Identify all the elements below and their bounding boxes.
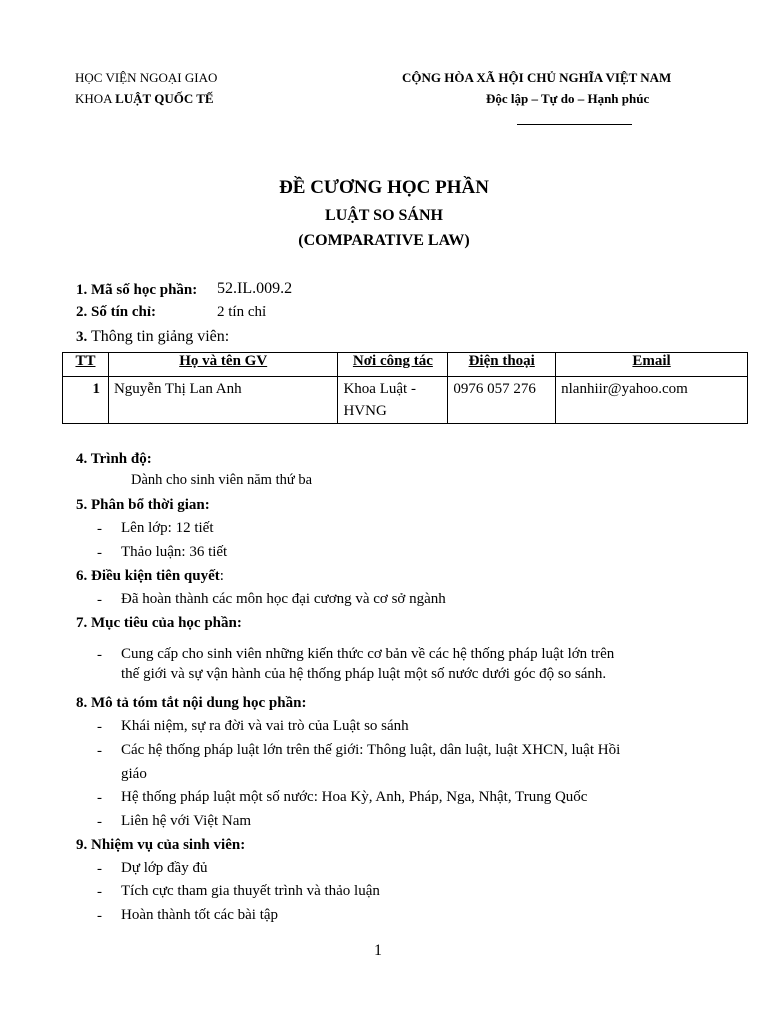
level-label: 4. Trình độ: [76, 451, 152, 467]
institution-name: HỌC VIỆN NGOẠI GIAO [75, 70, 218, 85]
page-number: 1 [374, 942, 382, 959]
time-item-discussion: Thảo luận: 36 tiết [121, 544, 228, 560]
student-duties-label: 9. Nhiệm vụ của sinh viên: [76, 837, 246, 853]
prerequisite-label: 6. Điều kiện tiên quyết: [76, 568, 224, 584]
time-item-lecture: Lên lớp: 12 tiết [121, 520, 214, 536]
bullet-dash: - [97, 908, 102, 924]
cell-name: Nguyễn Thị Lan Anh [108, 377, 338, 424]
header-workplace: Nơi công tác [338, 353, 448, 377]
table-row [63, 377, 748, 424]
credits-value: 2 tín chỉ [217, 304, 267, 320]
bullet-dash: - [97, 790, 102, 806]
time-allocation-label: 5. Phân bổ thời gian: [76, 497, 210, 513]
bullet-dash: - [97, 647, 102, 663]
bullet-dash: - [97, 719, 102, 735]
objectives-line-1: Cung cấp cho sinh viên những kiến thức cơ bản về các hệ thống pháp luật lớn trên [121, 646, 615, 662]
duty-item: Dự lớp đầy đủ [121, 860, 208, 876]
course-name-en: (COMPARATIVE LAW) [298, 232, 470, 249]
header-divider [517, 124, 632, 125]
content-summary-label: 8. Mô tả tóm tắt nội dung học phần: [76, 695, 307, 711]
bullet-dash: - [97, 545, 102, 561]
header-tt: TT [63, 353, 109, 377]
bullet-dash: - [97, 743, 102, 759]
bullet-dash: - [97, 884, 102, 900]
header-name: Họ và tên GV [108, 353, 338, 377]
national-title: CỘNG HÒA XÃ HỘI CHỦ NGHĨA VIỆT NAM [402, 70, 672, 85]
course-name-vi: LUẬT SO SÁNH [325, 207, 443, 224]
cell-phone: 0976 057 276 [448, 377, 556, 424]
document-title: ĐỀ CƯƠNG HỌC PHẦN [279, 177, 489, 198]
cell-tt: 1 [63, 377, 109, 424]
faculty-bold: LUẬT QUỐC TẾ [115, 91, 214, 106]
table-header-row [63, 353, 748, 377]
prerequisite-item: Đã hoàn thành các môn học đại cương và cơ sở ngành [121, 591, 446, 607]
level-text: Dành cho sinh viên năm thứ ba [131, 472, 313, 488]
content-item-continued: giáo [121, 766, 147, 782]
lecturer-table [62, 352, 748, 424]
lecturer-info-heading: 3. Thông tin giảng viên: [76, 328, 230, 345]
bullet-dash: - [97, 592, 102, 608]
bullet-dash: - [97, 521, 102, 537]
faculty-prefix: KHOA [75, 91, 116, 106]
header-phone: Điện thoại [448, 353, 556, 377]
objectives-label: 7. Mục tiêu của học phần: [76, 615, 242, 631]
course-code-label: 1. Mã số học phần: [76, 282, 198, 298]
cell-email: nlanhiir@yahoo.com [556, 377, 748, 424]
cell-workplace: Khoa Luật - HVNG [338, 377, 448, 424]
content-item: Khái niệm, sự ra đời và vai trò của Luật so sánh [121, 718, 409, 734]
content-item: Liên hệ với Việt Nam [121, 813, 252, 829]
credits-label: 2. Số tín chỉ: [76, 304, 157, 320]
header-email: Email [556, 353, 748, 377]
national-motto: Độc lập – Tự do – Hạnh phúc [486, 91, 650, 106]
faculty-name [75, 91, 214, 107]
bullet-dash: - [97, 861, 102, 877]
content-item: Hệ thống pháp luật một số nước: Hoa Kỳ, Anh, Pháp, Nga, Nhật, Trung Quốc [121, 789, 588, 805]
duty-item: Tích cực tham gia thuyết trình và thảo luận [121, 883, 380, 899]
bullet-dash: - [97, 814, 102, 830]
objectives-line-2: thế giới và sự vận hành của hệ thống pháp luật một số nước dưới góc độ so sánh. [121, 666, 607, 682]
course-code-value: 52.IL.009.2 [217, 280, 293, 297]
content-item: Các hệ thống pháp luật lớn trên thế giới: Thông luật, dân luật, luật XHCN, luật Hồi [121, 742, 621, 758]
duty-item: Hoàn thành tốt các bài tập [121, 907, 279, 923]
